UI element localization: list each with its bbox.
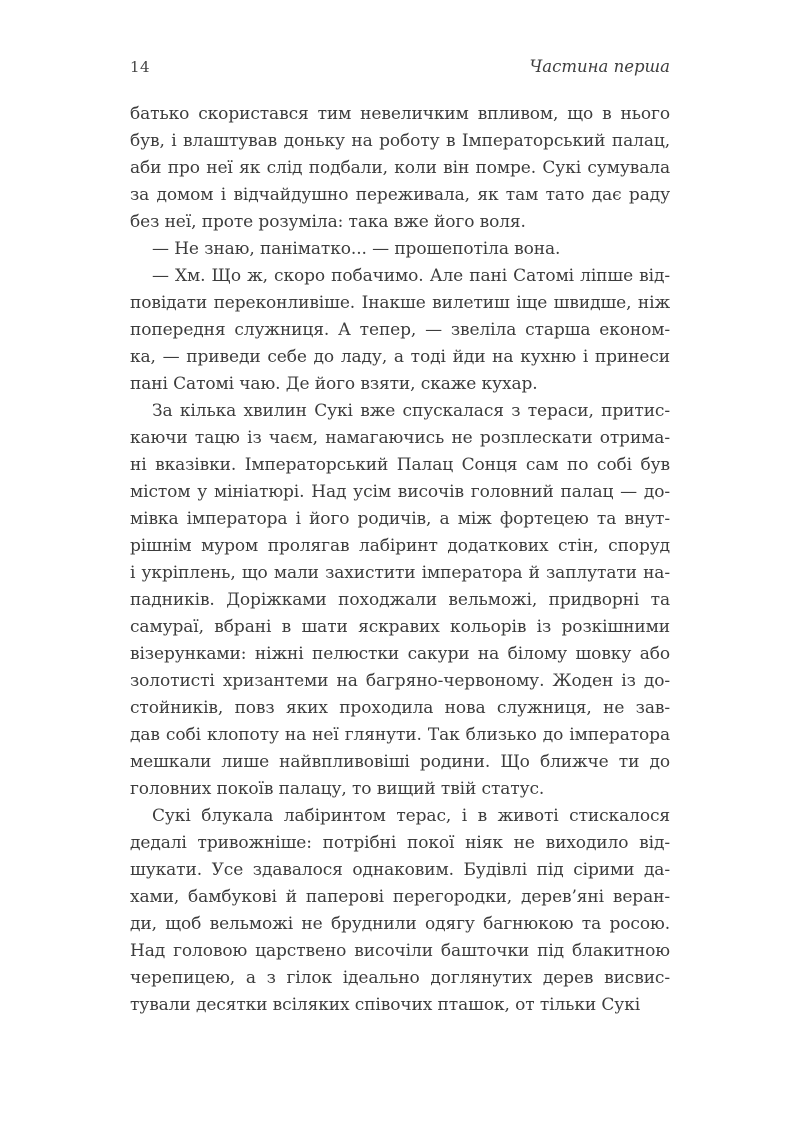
text-line: візерунками: ніжні пелюстки сакури на білому шовку або <box>130 644 670 664</box>
text-line: батько скористався тим невеличким впливом, що в нього <box>130 104 670 124</box>
text-line: золотисті хризантеми на багряно-червоному. Жоден із до- <box>130 671 670 691</box>
text-line: ні вказівки. Імператорський Палац Сонця сам по собі був <box>130 455 670 475</box>
text-line: ка, — приведи себе до ладу, а тоді йди на кухню і принеси <box>130 347 670 367</box>
running-title: Частина перша <box>529 57 670 76</box>
text-line: тували десятки всіляких співочих пташок, от тільки Сукі <box>130 995 641 1015</box>
text-line: містом у мініатюрі. Над усім височів головний палац — до- <box>130 482 670 502</box>
text-line: пані Сатомі чаю. Де його взяти, скаже кухар. <box>130 374 538 394</box>
text-line: Над головою царствено височіли башточки під блакитною <box>130 941 670 961</box>
text-line: ди, щоб вельможі не бруднили одягу багнюкою та росою. <box>130 914 670 934</box>
text-line: дав собі клопоту на неї глянути. Так близько до імператора <box>130 725 670 745</box>
text-line: за домом і відчайдушно переживала, як там тато дає раду <box>130 185 670 205</box>
body-text <box>130 101 670 1019</box>
text-line: мівка імператора і його родичів, а між фортецею та внут- <box>130 509 670 529</box>
text-line: самураї, вбрані в шати яскравих кольорів із розкішними <box>130 617 670 637</box>
text-line: був, і влаштував доньку на роботу в Імператорський палац, <box>130 131 670 151</box>
text-line: падників. Доріжками походжали вельможі, придворні та <box>130 590 670 610</box>
text-line: черепицею, а з гілок ідеально доглянутих дерев висвис- <box>130 968 670 988</box>
text-line: рішнім муром пролягав лабіринт додаткових стін, споруд <box>130 536 670 556</box>
text-line: без неї, проте розуміла: така вже його воля. <box>130 212 526 232</box>
text-line: аби про неї як слід подбали, коли він помре. Сукі сумувала <box>130 158 670 178</box>
text-line: мешкали лише найвпливовіші родини. Що ближче ти до <box>130 752 670 772</box>
text-line: — Хм. Що ж, скоро побачимо. Але пані Сатомі ліпше від- <box>152 266 670 286</box>
page-number: 14 <box>130 58 151 76</box>
text-line: — Не знаю, паніматко... — прошепотіла вона. <box>152 239 561 259</box>
text-line: попередня служниця. А тепер, — звеліла старша економ- <box>130 320 670 340</box>
text-line: і укріплень, що мали захистити імператора й заплутати на- <box>130 563 670 583</box>
text-line: повідати переконливіше. Інакше вилетиш іще швидше, ніж <box>130 293 670 313</box>
text-line: За кілька хвилин Сукі вже спускалася з тераси, притис- <box>152 401 670 421</box>
text-line: головних покоїв палацу, то вищий твій статус. <box>130 779 545 799</box>
text-line: шукати. Усе здавалося однаковим. Будівлі під сірими да- <box>130 860 670 880</box>
text-line: Сукі блукала лабіринтом терас, і в животі стискалося <box>152 806 670 826</box>
text-line: дедалі тривожніше: потрібні покої ніяк не виходило від- <box>130 833 670 853</box>
text-line: стойників, повз яких проходила нова служниця, не зав- <box>130 698 670 718</box>
page-header <box>130 57 670 76</box>
text-line: каючи тацю із чаєм, намагаючись не розплескати отрима- <box>130 428 670 448</box>
text-line: хами, бамбукові й паперові перегородки, дерев’яні веран- <box>130 887 670 907</box>
